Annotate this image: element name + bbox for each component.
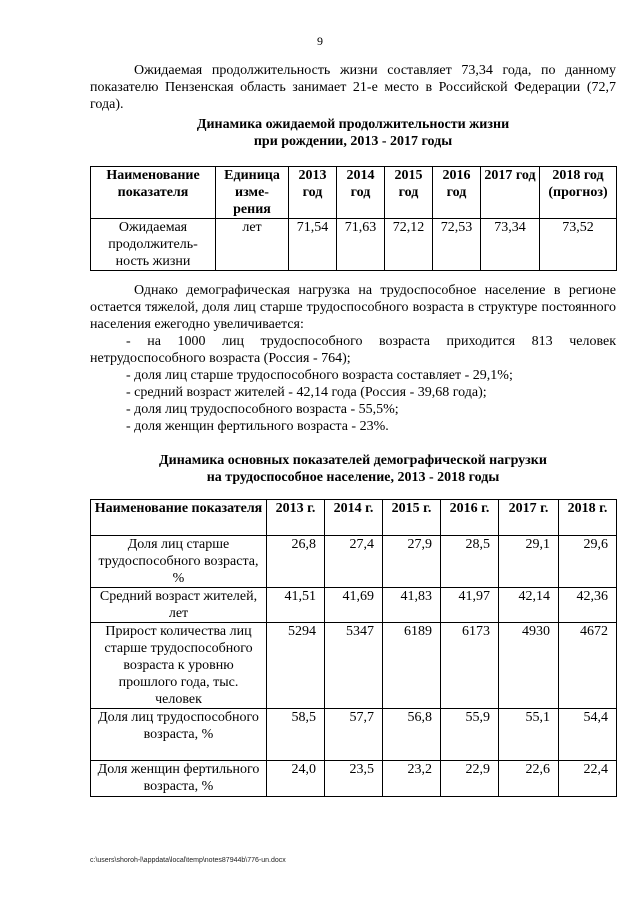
- table2-cell: 26,8: [267, 536, 325, 588]
- table-row: [91, 588, 617, 623]
- table2-label-cell: Доля лиц старше трудоспособного возраста, %: [91, 536, 267, 588]
- table1-cell: 71,54: [289, 219, 337, 271]
- table2-cell: 28,5: [441, 536, 499, 588]
- table2-cell: 5347: [325, 623, 383, 709]
- list-item: - доля лиц старше трудоспособного возраста составляет - 29,1%;: [126, 368, 513, 383]
- table1-header-cell: 2014 год: [337, 167, 385, 219]
- table1-title: [90, 116, 616, 150]
- list-item: - доля женщин фертильного возраста - 23%.: [126, 419, 389, 434]
- table2-header-cell: 2014 г.: [325, 500, 383, 536]
- file-path-footer: c:\users\shoroh-l\appdata\local\temp\notes87944b\776-un.docx: [90, 857, 286, 864]
- table2-cell: 58,5: [267, 709, 325, 761]
- table1-header-cell: Единица изме-рения: [216, 167, 289, 219]
- table2-cell: 5294: [267, 623, 325, 709]
- table2-cell: 55,9: [441, 709, 499, 761]
- table2-cell: 23,5: [325, 761, 383, 797]
- table2-title-line2: на трудоспособное население, 2013 - 2018 годы: [206, 470, 500, 485]
- table-row: [91, 709, 617, 761]
- table2-header-cell: 2017 г.: [499, 500, 559, 536]
- table2-title: [90, 452, 616, 486]
- table2-cell: 41,69: [325, 588, 383, 623]
- table1-header-cell: Наименование показателя: [91, 167, 216, 219]
- table2-label-cell: Доля лиц трудоспособного возраста, %: [91, 709, 267, 761]
- life-expectancy-table: [90, 166, 617, 271]
- table2-cell: 41,51: [267, 588, 325, 623]
- demographic-load-table: [90, 499, 617, 797]
- table2-cell: 55,1: [499, 709, 559, 761]
- table2-cell: 6173: [441, 623, 499, 709]
- intro-paragraph: Ожидаемая продолжительность жизни составляет 73,34 года, по данному показателю Пензенская область занимает 21-е место в Российской Федерации (72,7 года).: [90, 63, 616, 112]
- table2-cell: 27,9: [383, 536, 441, 588]
- list-item: - на 1000 лиц трудоспособного возраста приходится 813 человек нетрудоспособного возраста (Россия - 764);: [90, 334, 616, 366]
- table2-header-cell: 2013 г.: [267, 500, 325, 536]
- table-row: [91, 623, 617, 709]
- table1-cell: 72,12: [385, 219, 433, 271]
- table2-label-cell: Средний возраст жителей, лет: [91, 588, 267, 623]
- table1-cell: 73,52: [540, 219, 617, 271]
- table2-header-cell: 2018 г.: [559, 500, 617, 536]
- table1-header-cell: 2013 год: [289, 167, 337, 219]
- indicator-list: [90, 333, 616, 435]
- table2-cell: 27,4: [325, 536, 383, 588]
- table1-header-cell: 2017 год: [481, 167, 540, 219]
- table2-cell: 22,4: [559, 761, 617, 797]
- table2-header-cell: 2015 г.: [383, 500, 441, 536]
- table2-cell: 23,2: [383, 761, 441, 797]
- table2-header-cell: 2016 г.: [441, 500, 499, 536]
- table1-cell: лет: [216, 219, 289, 271]
- table1-cell: 71,63: [337, 219, 385, 271]
- table2-cell: 42,14: [499, 588, 559, 623]
- table2-cell: 4672: [559, 623, 617, 709]
- table1-cell: Ожидаемая продолжитель-ность жизни: [91, 219, 216, 271]
- page-number: 9: [317, 34, 323, 48]
- table2-header-cell: Наименование показателя: [91, 500, 267, 536]
- table2-cell: 41,83: [383, 588, 441, 623]
- table2-cell: 6189: [383, 623, 441, 709]
- table-row: [91, 761, 617, 797]
- table2-cell: 41,97: [441, 588, 499, 623]
- table2-title-line1: Динамика основных показателей демографической нагрузки: [159, 453, 547, 468]
- table2-cell: 57,7: [325, 709, 383, 761]
- table1-header-cell: 2015 год: [385, 167, 433, 219]
- table1-title-line2: при рождении, 2013 - 2017 годы: [253, 134, 453, 149]
- table2-cell: 29,6: [559, 536, 617, 588]
- table2-cell: 29,1: [499, 536, 559, 588]
- table2-cell: 56,8: [383, 709, 441, 761]
- table2-cell: 54,4: [559, 709, 617, 761]
- table2-label-cell: Прирост количества лиц старше трудоспособного возраста к уровню прошлого года, тыс. человек: [91, 623, 267, 709]
- table1-cell: 73,34: [481, 219, 540, 271]
- table-row: [91, 536, 617, 588]
- table2-cell: 24,0: [267, 761, 325, 797]
- table2-cell: 22,6: [499, 761, 559, 797]
- table2-label-cell: Доля женщин фертильного возраста, %: [91, 761, 267, 797]
- table-row: [91, 219, 617, 271]
- table1-header-cell: 2018 год (прогноз): [540, 167, 617, 219]
- table2-cell: 22,9: [441, 761, 499, 797]
- table1-header-cell: 2016 год: [433, 167, 481, 219]
- load-paragraph: Однако демографическая нагрузка на трудоспособное население в регионе остается тяжелой, доля лиц старше трудоспособного возраста в структуре постоянного населения ежегодно увеличивается:: [90, 283, 616, 332]
- list-item: - доля лиц трудоспособного возраста - 55,5%;: [126, 402, 399, 417]
- table2-cell: 4930: [499, 623, 559, 709]
- table2-cell: 42,36: [559, 588, 617, 623]
- table1-title-line1: Динамика ожидаемой продолжительности жизни: [196, 117, 510, 132]
- list-item: - средний возраст жителей - 42,14 года (Россия - 39,68 года);: [126, 385, 487, 400]
- table1-cell: 72,53: [433, 219, 481, 271]
